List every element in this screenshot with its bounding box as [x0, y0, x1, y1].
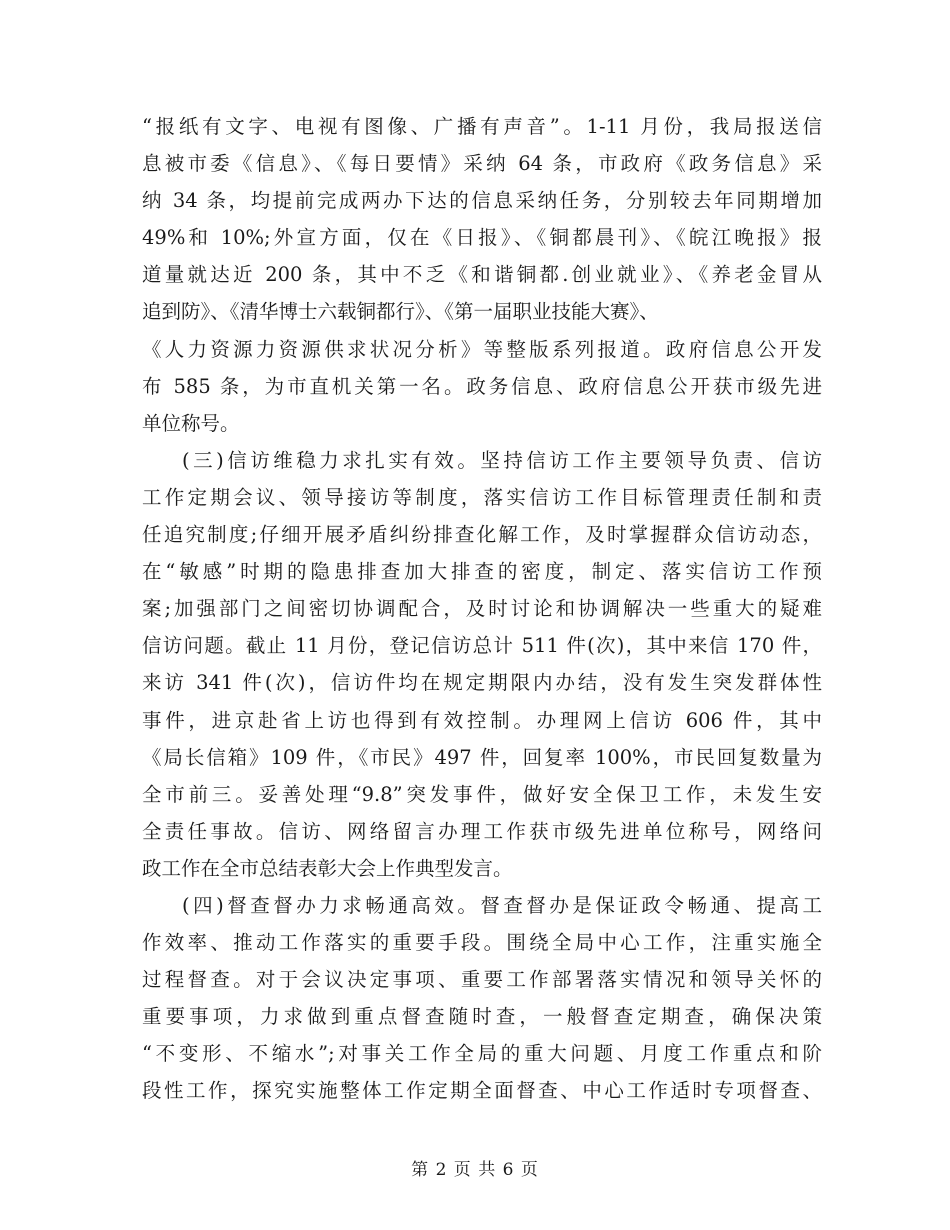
text-line: 案;加强部门之间密切协调配合，及时讨论和协调解决一些重大的疑难: [142, 597, 822, 621]
text-line: 任追究制度;仔细开展矛盾纠纷排查化解工作，及时掌握群众信访动态，: [142, 523, 822, 547]
text-line: 来访 341 件(次)，信访件均在规定期限内办结，没有发生突发群体性: [142, 671, 822, 695]
section-heading-line: (三)信访维稳力求扎实有效。坚持信访工作主要领导负责、信访: [182, 448, 822, 472]
text-line: 《局长信箱》109 件，《市民》497 件，回复率 100%，市民回复数量为: [142, 745, 822, 769]
body-text: [142, 108, 822, 1110]
text-line: 布 585 条，为市直机关第一名。政务信息、政府信息公开获市级先进: [142, 374, 822, 398]
text-line: 政工作在全市总结表彰大会上作典型发言。: [142, 856, 513, 880]
text-line: 《人力资源力资源供求状况分析》等整版系列报道。政府信息公开发: [142, 337, 822, 361]
text-line: 重要事项，力求做到重点督查随时查，一般督查定期查，确保决策: [142, 1005, 822, 1029]
text-line: “报纸有文字、电视有图像、广播有声音”。1-11 月份，我局报送信: [142, 115, 822, 138]
text-line: 事件，进京赴省上访也得到有效控制。办理网上信访 606 件，其中: [142, 708, 822, 732]
text-line: 纳 34 条，均提前完成两办下达的信息采纳任务，分别较去年同期增加: [142, 189, 822, 213]
text-line: 息被市委《信息》、《每日要情》采纳 64 条，市政府《政务信息》采: [142, 152, 822, 176]
text-line: 过程督查。对于会议决定事项、重要工作部署落实情况和领导关怀的: [142, 968, 822, 992]
text-line: 全责任事故。信访、网络留言办理工作获市级先进单位称号，网络问: [142, 819, 822, 843]
text-line: 道量就达近 200 条，其中不乏《和谐铜都.创业就业》、《养老金冒从: [142, 263, 822, 287]
text-line: 工作定期会议、领导接访等制度，落实信访工作目标管理责任制和责: [142, 485, 822, 509]
text-line: 信访问题。截止 11 月份，登记信访总计 511 件(次)，其中来信 170 件，: [142, 634, 822, 658]
text-line: 在“敏感”时期的隐患排查加大排查的密度，制定、落实信访工作预: [142, 560, 822, 584]
text-line: 追到防》、《清华博士六载铜都行》、《第一届职业技能大赛》、: [142, 300, 659, 324]
text-line: 49%和 10%;外宣方面，仅在《日报》、《铜都晨刊》、《皖江晚报》报: [142, 226, 822, 250]
section-heading-line: (四)督查督办力求畅通高效。督查督办是保证政令畅通、提高工: [182, 893, 822, 917]
text-line: 全市前三。妥善处理“9.8”突发事件，做好安全保卫工作，未发生安: [142, 782, 822, 806]
text-line: 单位称号。: [142, 411, 240, 435]
text-line: 作效率、推动工作落实的重要手段。围绕全局中心工作，注重实施全: [142, 931, 822, 955]
text-line: 段性工作，探究实施整体工作定期全面督查、中心工作适时专项督查、: [142, 1079, 822, 1103]
page-number-footer: 第 2 页 共 6 页: [411, 1160, 539, 1180]
text-line: “不变形、不缩水”;对事关工作全局的重大问题、月度工作重点和阶: [142, 1042, 822, 1066]
